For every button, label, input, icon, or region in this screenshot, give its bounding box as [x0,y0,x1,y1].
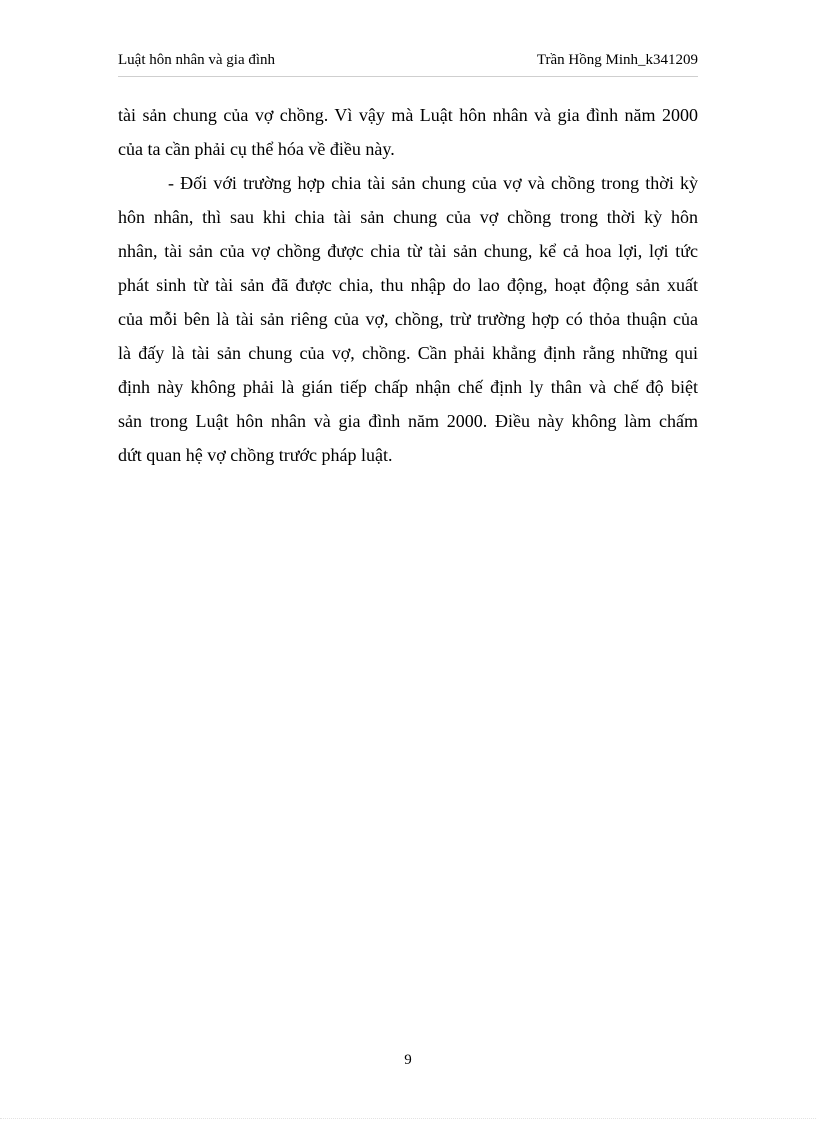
text-line: dứt quan hệ vợ chồng trước pháp luật. [118,445,393,465]
text-line: sản trong Luật hôn nhân và gia đình năm 2000. Điều này không làm chấm [118,411,698,431]
text-line: là đấy là tài sản chung của vợ, chồng. Cần phải khẳng định rằng những qui [118,343,698,363]
header-title: Luật hôn nhân và gia đình [118,52,276,68]
text-line: hôn nhân, thì sau khi chia tài sản chung của vợ chồng trong thời kỳ hôn [118,207,698,227]
text-line: của mỗi bên là tài sản riêng của vợ, chồng, trừ trường hợp có thỏa thuận của [118,309,698,329]
header-author: Trần Hồng Minh_k341209 [536,52,698,68]
page-header [118,52,698,74]
text-line: nhân, tài sản của vợ chồng được chia từ tài sản chung, kể cả hoa lợi, lợi tức [118,241,698,261]
text-line: định này không phải là gián tiếp chấp nhận chế định ly thân và chế độ biệt [118,377,698,397]
text-line: phát sinh từ tài sản đã được chia, thu nhập do lao động, hoạt động sản xuất [118,275,698,295]
header-divider [118,76,698,77]
text-line: của ta cần phải cụ thể hóa về điều này. [118,139,395,159]
body-text [118,98,698,472]
page-number: 9 [404,1052,412,1068]
text-line: tài sản chung của vợ chồng. Vì vậy mà Luật hôn nhân và gia đình năm 2000 [118,105,698,125]
page-bottom-divider [0,1118,816,1119]
text-line: - Đối với trường hợp chia tài sản chung của vợ và chồng trong thời kỳ [168,173,698,193]
